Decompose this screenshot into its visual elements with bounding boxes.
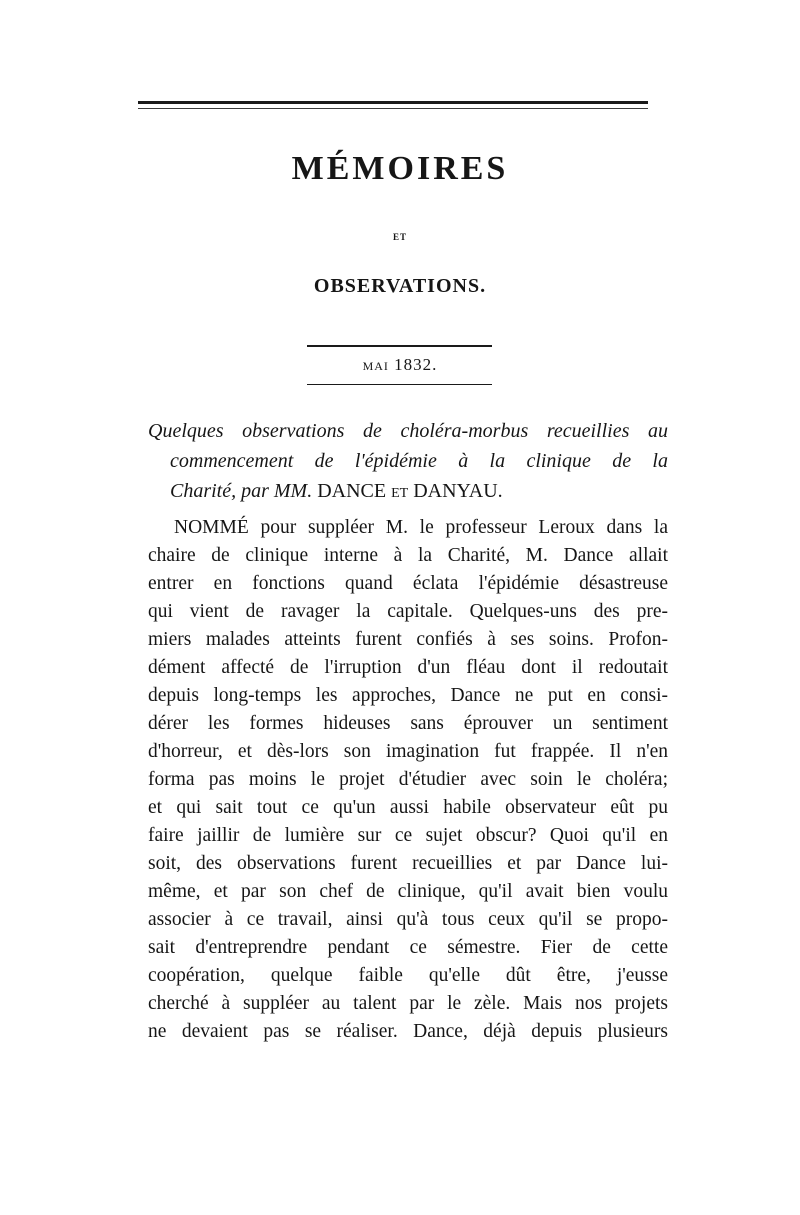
article-authors: DANCE et DANYAU. (317, 480, 503, 502)
body-line: faire jaillir de lumière sur ce sujet obscur? Quoi qu'il en (148, 825, 668, 846)
body-line: qui vient de ravager la capitale. Quelques-uns des pre- (148, 601, 668, 622)
section-title: MÉMOIRES (291, 150, 509, 187)
body-line: miers malades atteints furent confiés à ses soins. Profon- (148, 629, 668, 650)
body-line-text: pour suppléer M. le professeur Leroux dans la (248, 517, 668, 538)
date-rule-bottom (307, 384, 492, 385)
article-body (148, 514, 668, 1046)
body-line: même, et par son chef de clinique, qu'il avait bien voulu (148, 881, 668, 902)
body-line: sait d'entreprendre pendant ce sémestre. Fier de cette (148, 937, 668, 958)
body-line: cherché à suppléer au talent par le zèle. Mais nos projets (148, 993, 668, 1014)
body-line: soit, des observations furent recueillies et par Dance lui- (148, 853, 668, 874)
article-title-line: Quelques observations de choléra-morbus recueillies au (148, 420, 668, 442)
body-line (148, 514, 668, 542)
header-rule-thin (138, 108, 648, 109)
issue-date (0, 355, 800, 375)
body-line: associer à ce travail, ainsi qu'à tous ceux qu'il se propo- (148, 909, 668, 930)
date-rule-top (307, 345, 492, 347)
section-subtitle: OBSERVATIONS. (313, 275, 487, 297)
body-line: et qui sait tout ce qu'un aussi habile observateur eût pu (148, 797, 668, 818)
body-line: d'horreur, et dès-lors son imagination fut frappée. Il n'en (148, 741, 668, 762)
body-line: dément affecté de l'irruption d'un fléau dont il redoutait (148, 657, 668, 678)
header-rule-thick (138, 101, 648, 104)
body-line: ne devaient pas se réaliser. Dance, déjà depuis plusieurs (148, 1021, 668, 1042)
issue-month: MAI (362, 359, 389, 373)
issue-year: 1832. (394, 355, 438, 374)
body-line: forma pas moins le projet d'étudier avec soin le choléra; (148, 769, 668, 790)
article-title-line-last (148, 476, 668, 506)
article-title (148, 416, 668, 506)
body-line: entrer en fonctions quand éclata l'épidémie désastreuse (148, 573, 668, 594)
article-title-line: Charité, par MM. (170, 480, 313, 502)
section-conjunction: ET (392, 232, 407, 242)
body-line: chaire de clinique interne à la Charité, M. Dance allait (148, 545, 668, 566)
opening-word: NOMMÉ (174, 517, 249, 538)
body-line: coopération, quelque faible qu'elle dût être, j'eusse (148, 965, 668, 986)
body-line: dérer les formes hideuses sans éprouver un sentiment (148, 713, 668, 734)
body-line: depuis long-temps les approches, Dance ne put en consi- (148, 685, 668, 706)
article-title-line: commencement de l'épidémie à la clinique de la (170, 450, 668, 472)
